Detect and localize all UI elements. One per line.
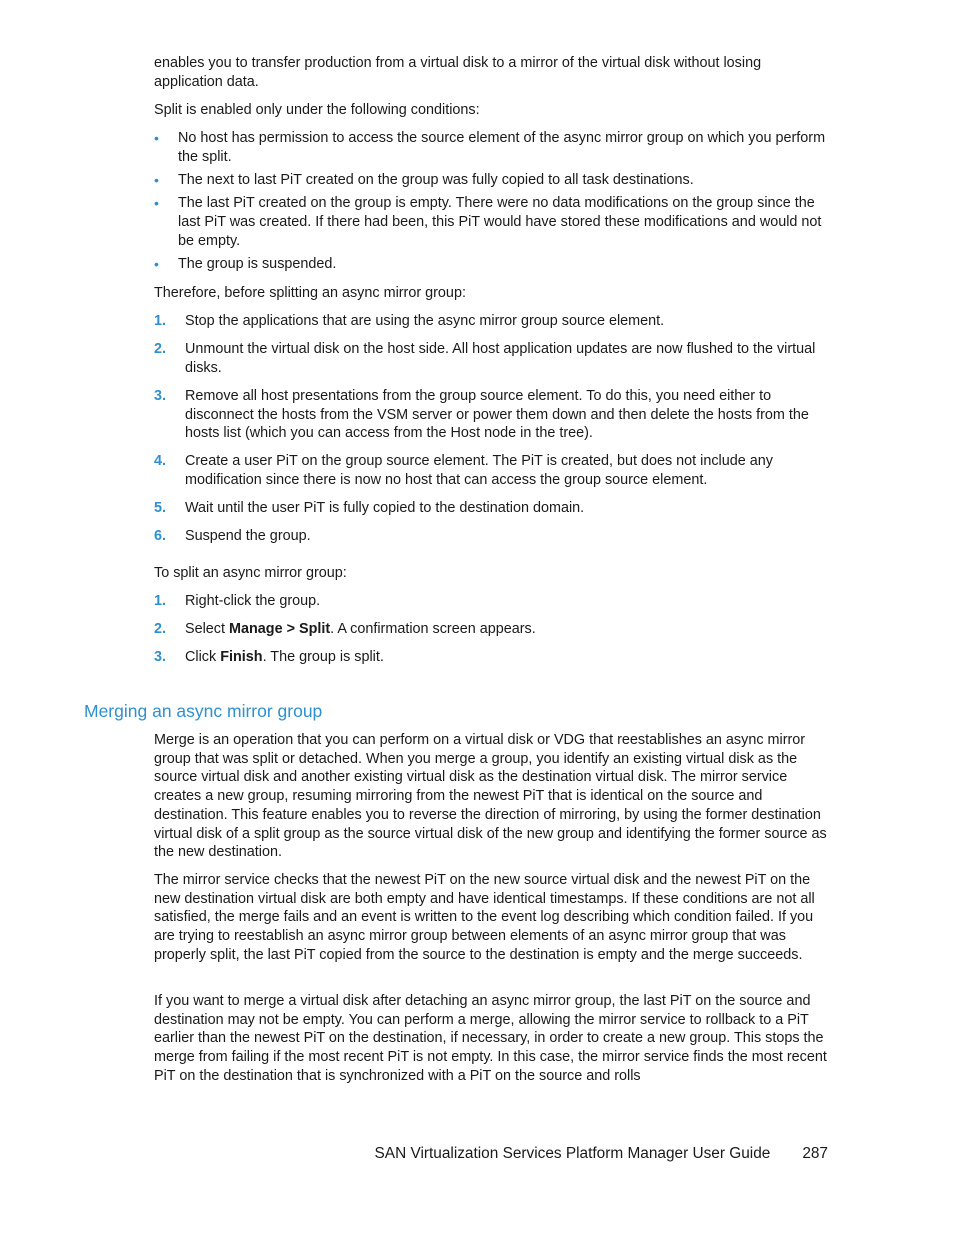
to-split-steps xyxy=(154,592,830,676)
list-item: 2. Unmount the virtual disk on the host side. All host application updates are now flushed to the virtual disks. xyxy=(154,341,816,376)
list-item: 5. Wait until the user PiT is fully copied to the destination domain. xyxy=(154,500,585,517)
button-name: Finish xyxy=(220,649,263,666)
page-footer xyxy=(375,1144,828,1164)
before-split-lead: Therefore, before splitting an async mirror group: xyxy=(154,285,466,301)
bullet-icon: • xyxy=(154,171,159,188)
intro-continuation: enables you to transfer production from a virtual disk to a mirror of the virtual disk without losing application data. xyxy=(154,55,762,90)
list-item: 4. Create a user PiT on the group source element. The PiT is created, but does not include any modification since there is now no host that can access the group source element. xyxy=(154,453,773,489)
bullet-icon: • xyxy=(154,195,159,212)
list-item: • The next to last PiT created on the group was fully copied to all task destinations. xyxy=(154,171,694,188)
bullet-icon: • xyxy=(154,255,159,272)
list-item: • The group is suspended. xyxy=(154,255,337,272)
list-item: 3. Remove all host presentations from the group source element. To do this, you need either to disconnect the hosts from the VSM server or power them down and then delete the hosts from the hosts list (which you can access from the Host node in the tree). xyxy=(154,387,809,442)
list-item: 2. Select Manage > Split. A confirmation screen appears. xyxy=(154,621,536,638)
list-item: 1. Stop the applications that are using the async mirror group source element. xyxy=(154,313,665,329)
bullet-icon: • xyxy=(154,130,159,146)
section-heading: Merging an async mirror group xyxy=(84,701,323,721)
page-number: 287 xyxy=(802,1145,828,1162)
list-item: 3. Click Finish. The group is split. xyxy=(154,649,384,666)
list-item: • The last PiT created on the group is empty. There were no data modifications on the group since the last PiT was created. If there had been, this PiT would have stored these modifications and would not be empty. xyxy=(154,195,822,249)
to-split-lead: To split an async mirror group: xyxy=(154,565,347,581)
list-item: • No host has permission to access the source element of the async mirror group on which you perform the split. xyxy=(154,130,826,165)
conditions-lead: Split is enabled only under the following conditions: xyxy=(154,102,480,118)
merge-paragraph-2: The mirror service checks that the newest PiT on the new source virtual disk and the newest PiT on the new destination virtual disk are both empty and have identical timestamps. If these conditions are not all satisfied, the merge fails and an event is written to the event log describing which condition failed. If you are trying to reestablish an async mirror group between elements of an async mirror group that was properly split, the last PiT copied from the source to the destination is empty and the merge succeeds. xyxy=(154,872,815,963)
footer-title: SAN Virtualization Services Platform Manager User Guide xyxy=(374,1145,771,1162)
merge-paragraph-3: If you want to merge a virtual disk after detaching an async mirror group, the last PiT on the source and destination may not be empty. You can perform a merge, allowing the mirror service to rollback to a PiT earlier than the newest PiT on the destination, if necessary, in order to create a new group. This stops the merge from failing if the most recent PiT is not empty. In this case, the mirror service finds the most recent PiT on the destination that is synchronized with a PiT on the source and rolls xyxy=(154,993,827,1084)
merge-paragraph-1: Merge is an operation that you can perform on a virtual disk or VDG that reestablishes an async mirror group that was split or detached. When you merge a group, you identify an existing virtual disk as the source virtual disk and another existing virtual disk as the destination virtual disk. The mirror service creates a new group, resuming mirroring from the newest PiT that is identical on the source and destination. This feature enables you to reverse the direction of mirroring, by using the former destination virtual disk of a split group as the source virtual disk of the new group and identifying the former source as the new destination. xyxy=(154,732,827,861)
menu-path: Manage > Split xyxy=(229,621,331,638)
list-item: 1. Right-click the group. xyxy=(154,593,321,609)
list-item: 6. Suspend the group. xyxy=(154,528,311,545)
conditions-list xyxy=(154,129,830,278)
before-split-steps xyxy=(154,312,830,555)
